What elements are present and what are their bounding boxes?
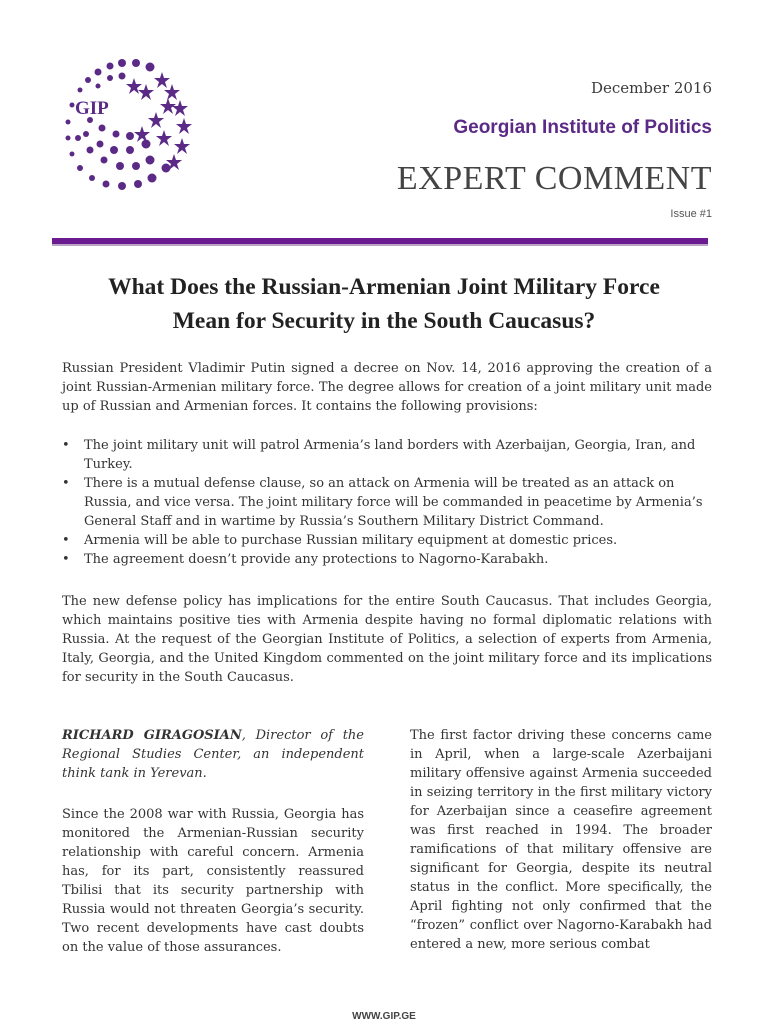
right-column-paragraph: The first factor driving these concerns came in April, when a large-scale Azerbaijani military offensive against Armenia succeeded in seizing territory in the first military victory for Azerbaijan since a ceasefire agreement was first reached in 1994. The broader ramifications of that military offensive are significant for Georgia, despite its neutral status in the conflict. More specifically, the April fighting not only confirmed that the “frozen” conflict over Nagorno-Karabakh had entered a new, more serious combat [410,728,712,952]
article-headline [40,270,728,338]
author-description: , Director of the Regional Studies Center, an independent think tank in Yerevan. [62,728,364,781]
footer-url[interactable]: WWW.GIP.GE [352,1011,416,1022]
list-item: • Armenia will be able to purchase Russian military equipment at domestic prices. [62,533,618,548]
star-globe-icon [50,50,210,200]
organization-name: Georgian Institute of Politics [453,117,712,138]
list-item: • The agreement doesn’t provide any protections to Nagorno-Karabakh. [62,552,549,567]
left-column [62,726,364,957]
context-paragraph: The new defense policy has implications for the entire South Caucasus. That includes Georgia, which maintains positive ties with Armenia despite having no formal diplomatic relations with Russia. At the request of the Georgian Institute of Politics, a selection of experts from Armenia, Italy, Georgia, and the United Kingdom commented on the joint military force and its implications for security in the South Caucasus. [62,594,712,685]
bullet-icon: • [62,552,70,567]
series-title: EXPERT COMMENT [396,160,712,197]
headline-line-1: What Does the Russian-Armenian Joint Military Force [108,274,660,300]
issue-date: December 2016 [591,79,712,97]
header-divider [52,238,708,246]
list-item: • The joint military unit will patrol Armenia’s land borders with Azerbaijan, Georgia, Iran, and Turkey. [62,438,696,472]
intro-paragraph: Russian President Vladimir Putin signed a decree on Nov. 14, 2016 approving the creation of a joint Russian-Armenian military force. The degree allows for creation of a joint military unit made up of Russian and Armenian forces. It contains the following provisions: [62,361,712,414]
provisions-list [62,436,712,569]
bullet-icon: • [62,533,70,548]
bullet-icon: • [62,476,70,491]
logo-text: GIP [75,98,109,119]
author-name: RICHARD GIRAGOSIAN [62,728,242,743]
left-column-paragraph: Since the 2008 war with Russia, Georgia has monitored the Armenian-Russian security relationship with careful concern. Armenia has, for its part, consistently reassured Tbilisi that its security partnership with Russia would not threaten Georgia’s security. Two recent developments have cast doubts on the value of those assurances. [62,807,364,955]
headline-line-2: Mean for Security in the South Caucasus? [172,308,596,334]
list-item: • There is a mutual defense clause, so an attack on Armenia will be treated as an attack on Russia, and vice versa. The joint military force will be commanded in peacetime by Armenia’s General Staff and in wartime by Russia’s Southern Military District Command. [62,476,703,529]
author-credit [62,726,364,783]
bullet-icon: • [62,438,70,453]
gip-logo [50,50,210,200]
right-column [410,726,712,954]
issue-number: Issue #1 [670,208,712,220]
